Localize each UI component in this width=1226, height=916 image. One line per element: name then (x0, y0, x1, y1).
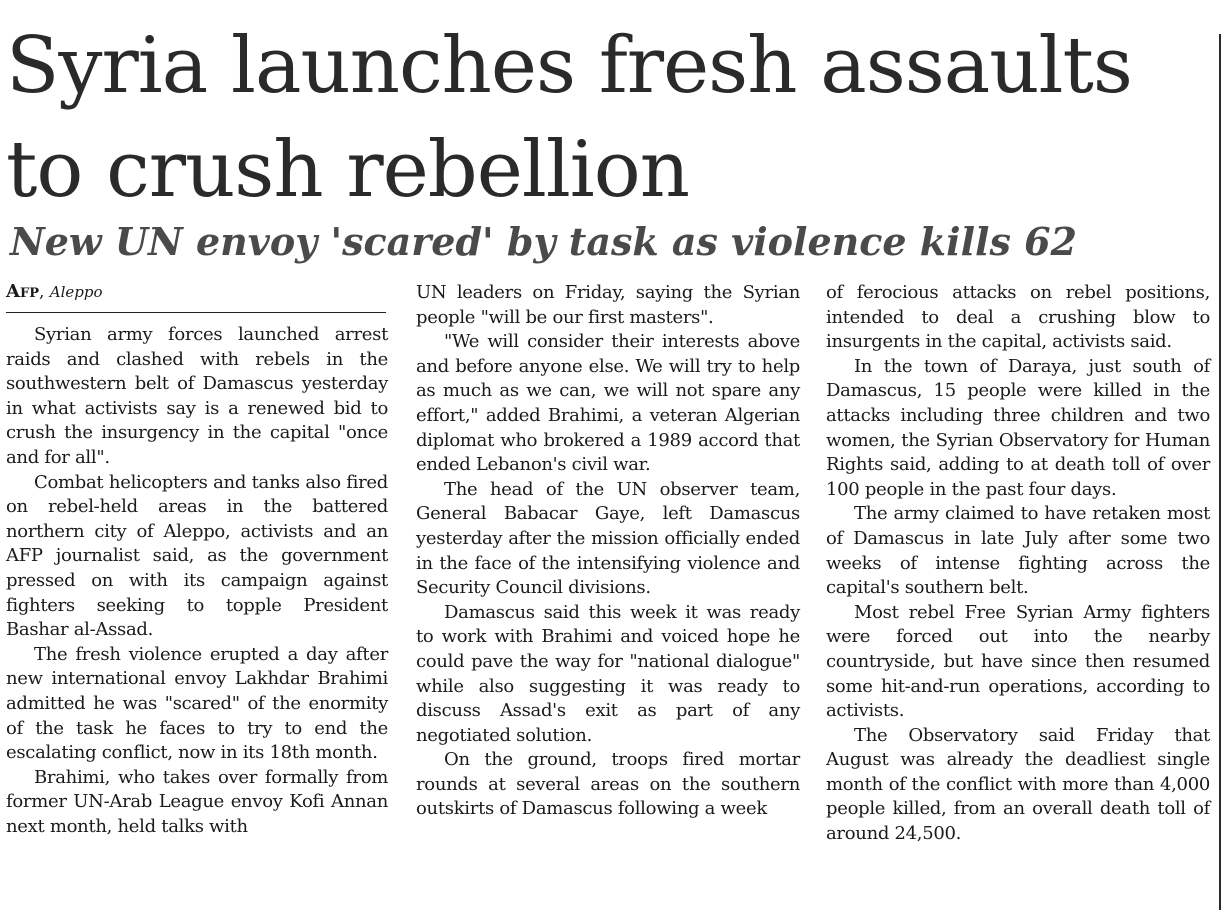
paragraph: In the town of Daraya, just south of Damascus, 15 people were killed in the attacks including three children and two women, the Syrian Observatory for Human Rights said, adding to at death toll of over 100 people in the past four days. (826, 355, 1210, 500)
article-column-3 (826, 281, 1210, 847)
paragraph: Syrian army forces launched arrest raids and clashed with rebels in the southwestern belt of Damascus yesterday in what activists say is a renewed bid to crush the insurgency in the capital "once and for all". (6, 324, 388, 468)
byline-agency: Afp (6, 281, 39, 302)
paragraph: The Observatory said Friday that August was already the deadliest single month of the conflict with more than 4,000 people killed, from an overall death toll of around 24,500. (826, 724, 1210, 845)
paragraph: The army claimed to have retaken most of Damascus in late July after some two weeks of intense fighting across the capital's southern belt. (826, 503, 1210, 599)
headline: Syria launches fresh assaults to crush rebellion (6, 21, 1132, 215)
paragraph: Damascus said this week it was ready to work with Brahimi and voiced hope he could pave the way for "national dialogue" while also suggesting it was ready to discuss Assad's exit as part of any negotiated solution. (416, 601, 800, 746)
byline (6, 281, 103, 303)
paragraph: Combat helicopters and tanks also fired on rebel-held areas in the battered northern city of Aleppo, activists and an AFP journalist said, as the government pressed on with its campaign against fighters seeking to topple President Bashar al-Assad. (6, 471, 388, 641)
paragraph: On the ground, troops fired mortar rounds at several areas on the southern outskirts of Damascus following a week (416, 749, 800, 820)
byline-location: Aleppo (49, 283, 103, 301)
paragraph: The head of the UN observer team, General Babacar Gaye, left Damascus yesterday after the mission officially ended in the face of the intensifying violence and Security Council divisions. (416, 478, 800, 599)
paragraph: "We will consider their interests above and before anyone else. We will try to help as much as we can, we will not spare any effort," added Brahimi, a veteran Algerian diplomat who brokered a 1989 accord that ended Lebanon's civil war. (416, 331, 800, 476)
column-rule (1219, 34, 1221, 910)
article-column-2 (416, 281, 800, 822)
article-column-1 (6, 323, 388, 839)
paragraph: UN leaders on Friday, saying the Syrian people "will be our first masters". (416, 282, 800, 328)
paragraph: of ferocious attacks on rebel positions, intended to deal a crushing blow to insurgents in the capital, activists said. (826, 282, 1210, 353)
paragraph: The fresh violence erupted a day after new international envoy Lakhdar Brahimi admitted he was "scared" of the enormity of the task he faces to try to end the escalating conflict, now in its 18th month. (6, 643, 388, 764)
subheadline: New UN envoy 'scared' by task as violence kills 62 (10, 219, 1077, 264)
paragraph: Most rebel Free Syrian Army fighters were forced out into the nearby countryside, but have since then resumed some hit-and-run operations, according to activists. (826, 601, 1210, 722)
paragraph: Brahimi, who takes over formally from former UN-Arab League envoy Kofi Annan next month, held talks with (6, 766, 388, 837)
byline-separator: , (38, 282, 50, 302)
byline-rule (6, 312, 386, 313)
